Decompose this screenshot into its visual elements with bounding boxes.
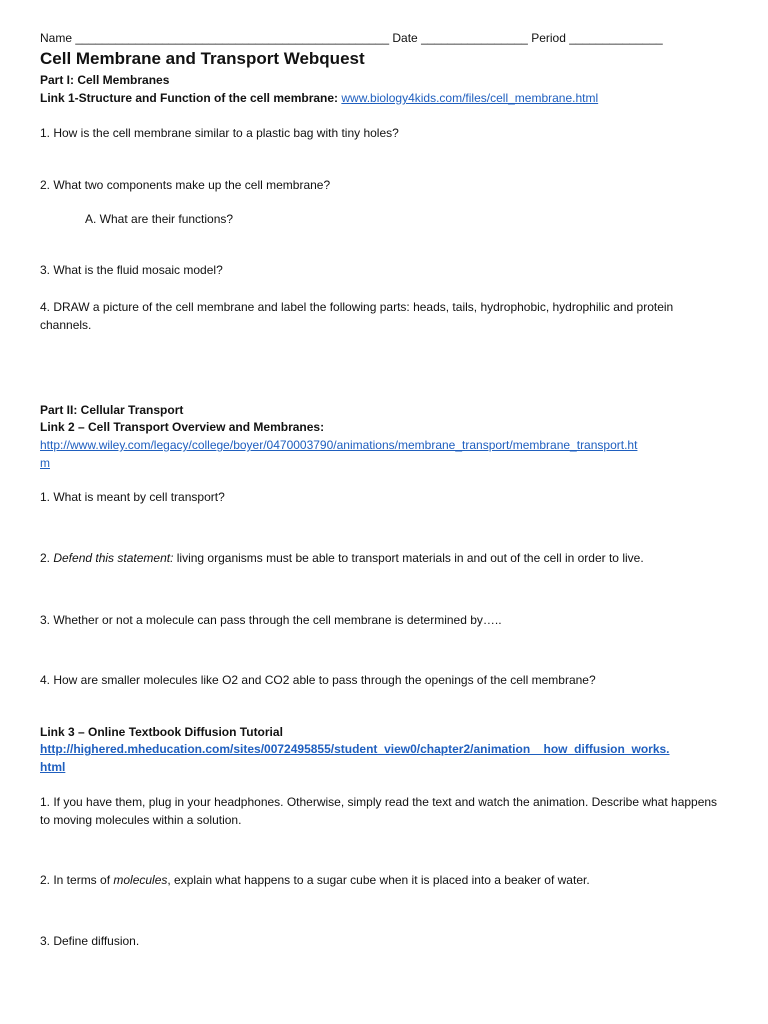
link1-url[interactable]: www.biology4kids.com/files/cell_membrane.html <box>341 91 599 105</box>
link2-label: Link 2 – Cell Transport Overview and Membranes: <box>40 420 325 434</box>
link3-label: Link 3 – Online Textbook Diffusion Tutorial <box>40 725 283 739</box>
link2-url-line1[interactable]: http://www.wiley.com/legacy/college/boyer/0470003790/animations/membrane_transport/membrane_transport.ht <box>40 438 638 452</box>
link2-url-line2[interactable]: m <box>40 456 50 470</box>
part1-question-2a: A. What are their functions? <box>85 212 234 226</box>
link1-line <box>40 90 598 106</box>
part1-question-3: 3. What is the fluid mosaic model? <box>40 263 223 277</box>
question-suffix: , explain what happens to a sugar cube when it is placed into a beaker of water. <box>167 873 590 887</box>
link3-question-2 <box>40 872 590 888</box>
link3-url-line2[interactable]: html <box>40 760 66 774</box>
part2-heading: Part II: Cellular Transport <box>40 403 184 417</box>
name-blank[interactable]: _______________________________________________ <box>75 31 390 45</box>
part1-question-4: 4. DRAW a picture of the cell membrane and label the following parts: heads, tails, hydrophobic, hydrophilic and protein channels. <box>40 300 674 332</box>
header-line <box>40 30 663 46</box>
link3-url-line1[interactable]: http://highered.mheducation.com/sites/0072495855/student_view0/chapter2/animation__how_diffusion_works. <box>40 742 670 756</box>
date-label: Date <box>392 31 418 45</box>
question-number: 2. <box>40 551 54 565</box>
question-emphasis: molecules <box>113 873 168 887</box>
page-title: Cell Membrane and Transport Webquest <box>40 49 365 68</box>
part2-question-2 <box>40 550 644 566</box>
period-blank[interactable]: ______________ <box>569 31 663 45</box>
part1-question-1: 1. How is the cell membrane similar to a plastic bag with tiny holes? <box>40 126 399 140</box>
period-label: Period <box>531 31 566 45</box>
part2-question-3: 3. Whether or not a molecule can pass through the cell membrane is determined by….. <box>40 613 502 627</box>
date-blank[interactable]: ________________ <box>421 31 528 45</box>
part2-question-1: 1. What is meant by cell transport? <box>40 490 225 504</box>
part1-heading: Part I: Cell Membranes <box>40 73 170 87</box>
part1-question-2: 2. What two components make up the cell membrane? <box>40 178 331 192</box>
question-prefix: 2. In terms of <box>40 873 114 887</box>
part2-question-4: 4. How are smaller molecules like O2 and CO2 able to pass through the openings of the cell membrane? <box>40 673 596 687</box>
link1-label: Link 1-Structure and Function of the cell membrane: <box>40 91 342 105</box>
link3-question-3: 3. Define diffusion. <box>40 934 140 948</box>
name-label: Name <box>40 31 73 45</box>
question-text: living organisms must be able to transport materials in and out of the cell in order to live. <box>173 551 644 565</box>
link3-question-1: 1. If you have them, plug in your headphones. Otherwise, simply read the text and watch the animation. Describe what happens to moving molecules within a solution. <box>40 795 718 827</box>
question-emphasis: Defend this statement: <box>53 551 174 565</box>
